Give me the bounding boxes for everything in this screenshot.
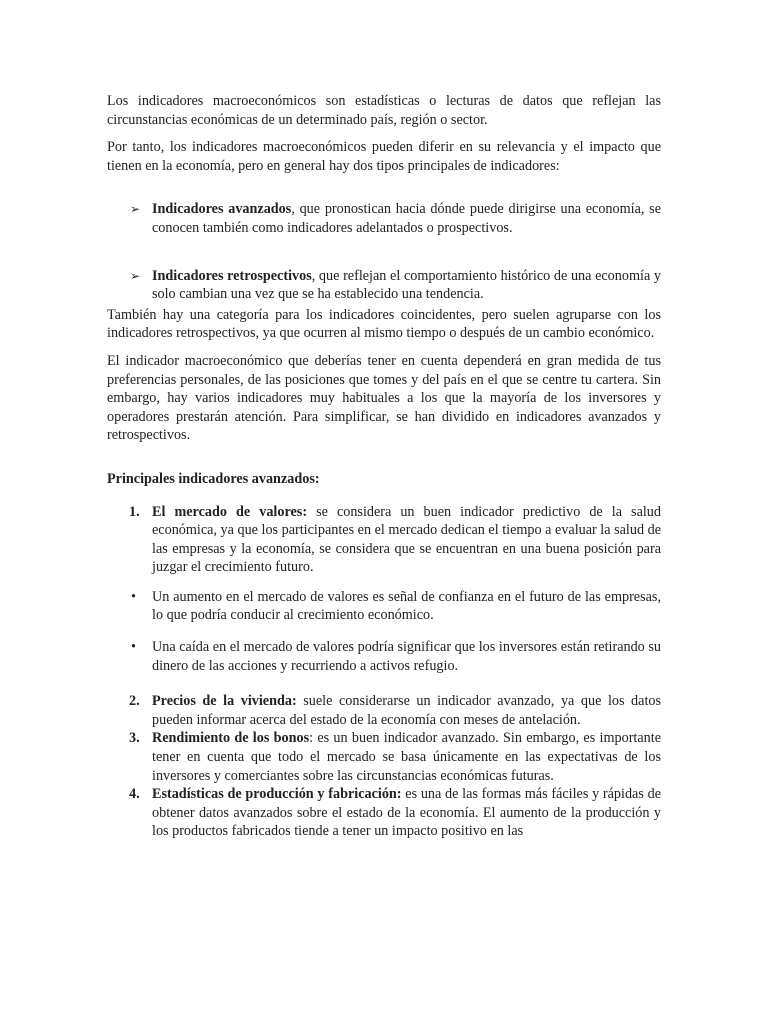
- item-number: 2.: [129, 693, 140, 710]
- bullet-dot-icon: •: [131, 588, 136, 605]
- item-number: 1.: [129, 503, 140, 520]
- numbered-item-bond-yields: [107, 729, 661, 785]
- definition-lagging-indicators: , que reflejan el comportamiento histórico de una economía y solo cambian una vez que se ha establecido una tendencia.: [152, 267, 661, 303]
- term-lagging-indicators: Indicadores retrospectivos: [152, 267, 312, 284]
- intro-paragraph-2: Por tanto, los indicadores macroeconómicos pueden diferir en su relevancia y el impacto que tienen en la economía, pero en general hay dos tipos principales de indicadores:: [107, 139, 661, 174]
- term-production-stats: Estadísticas de producción y fabricación:: [152, 786, 402, 803]
- numbered-item-production-stats: [107, 785, 661, 841]
- item-number: 3.: [129, 730, 140, 747]
- term-bond-yields: Rendimiento de los bonos: [152, 730, 310, 747]
- selection-paragraph: El indicador macroeconómico que deberías tener en cuenta dependerá en gran medida de tus preferencias personales, de las posiciones que tomes y del país en el que se centre tu cartera. Sin embargo, hay varios indicadores muy habituales a los que la mayoría de los inversores y operadores prestarán atención. Para simplificar, se han dividido en indicadores avanzados y retrospectivos.: [107, 352, 661, 444]
- definition-leading-indicators: , que pronostican hacia dónde puede dirigirse una economía, se conocen también como indicadores adelantados o prospectivos.: [152, 201, 661, 236]
- item-text: es una de las formas más fáciles y rápidas de obtener datos avanzados sobre el estado de la economía. El aumento de la producción y los productos fabricados tiende a tener un impacto positivo en las: [152, 786, 661, 840]
- coincident-paragraph: También hay una categoría para los indicadores coincidentes, pero suelen agruparse con los indicadores retrospectivos, ya que ocurren al mismo tiempo o después de un cambio económico.: [107, 306, 661, 342]
- item-text: suele considerarse un indicador avanzado, ya que los datos pueden informar acerca del estado de la economía con meses de antelación.: [152, 693, 661, 728]
- bullet-dot-icon: •: [131, 639, 136, 656]
- bullet-item-rise: [107, 588, 661, 625]
- bullet-text: Una caída en el mercado de valores podría significar que los inversores están retirando su dinero de las acciones y recurriendo a activos refugio.: [152, 639, 661, 674]
- item-text: : es un buen indicador avanzado. Sin embargo, es importante tener en cuenta que todo el mercado se basa únicamente en las expectativas de los inversores y comerciantes sobre las circunstancias económicas futuras.: [152, 730, 661, 784]
- term-stock-market: El mercado de valores:: [152, 503, 308, 520]
- intro-paragraph-1: Los indicadores macroeconómicos son estadísticas o lecturas de datos que reflejan las circunstancias económicas de un determinado país, región o sector.: [107, 93, 661, 128]
- bullet-item-fall: [107, 638, 661, 675]
- document-page: [107, 92, 661, 841]
- numbered-item-housing-prices: [107, 692, 661, 729]
- section-heading: Principales indicadores avanzados:: [107, 470, 320, 487]
- list-item-leading-indicators: [107, 200, 661, 237]
- term-housing-prices: Precios de la vivienda:: [152, 693, 297, 710]
- list-item-lagging-indicators: [107, 267, 661, 304]
- term-leading-indicators: Indicadores avanzados: [152, 201, 292, 218]
- bullet-text: Un aumento en el mercado de valores es señal de confianza en el futuro de las empresas, lo que podría conducir al crecimiento económico.: [152, 588, 661, 624]
- item-number: 4.: [129, 786, 140, 803]
- item-text: se considera un buen indicador predictivo de la salud económica, ya que los participantes en el mercado dedican el tiempo a evaluar la salud de las empresas y la economía, se considera que se encuentran en una buena posición para juzgar el crecimiento futuro.: [152, 503, 661, 576]
- arrow-bullet-icon: ➢: [130, 268, 141, 283]
- numbered-item-stock-market: [107, 503, 661, 577]
- arrow-bullet-icon: ➢: [130, 202, 141, 217]
